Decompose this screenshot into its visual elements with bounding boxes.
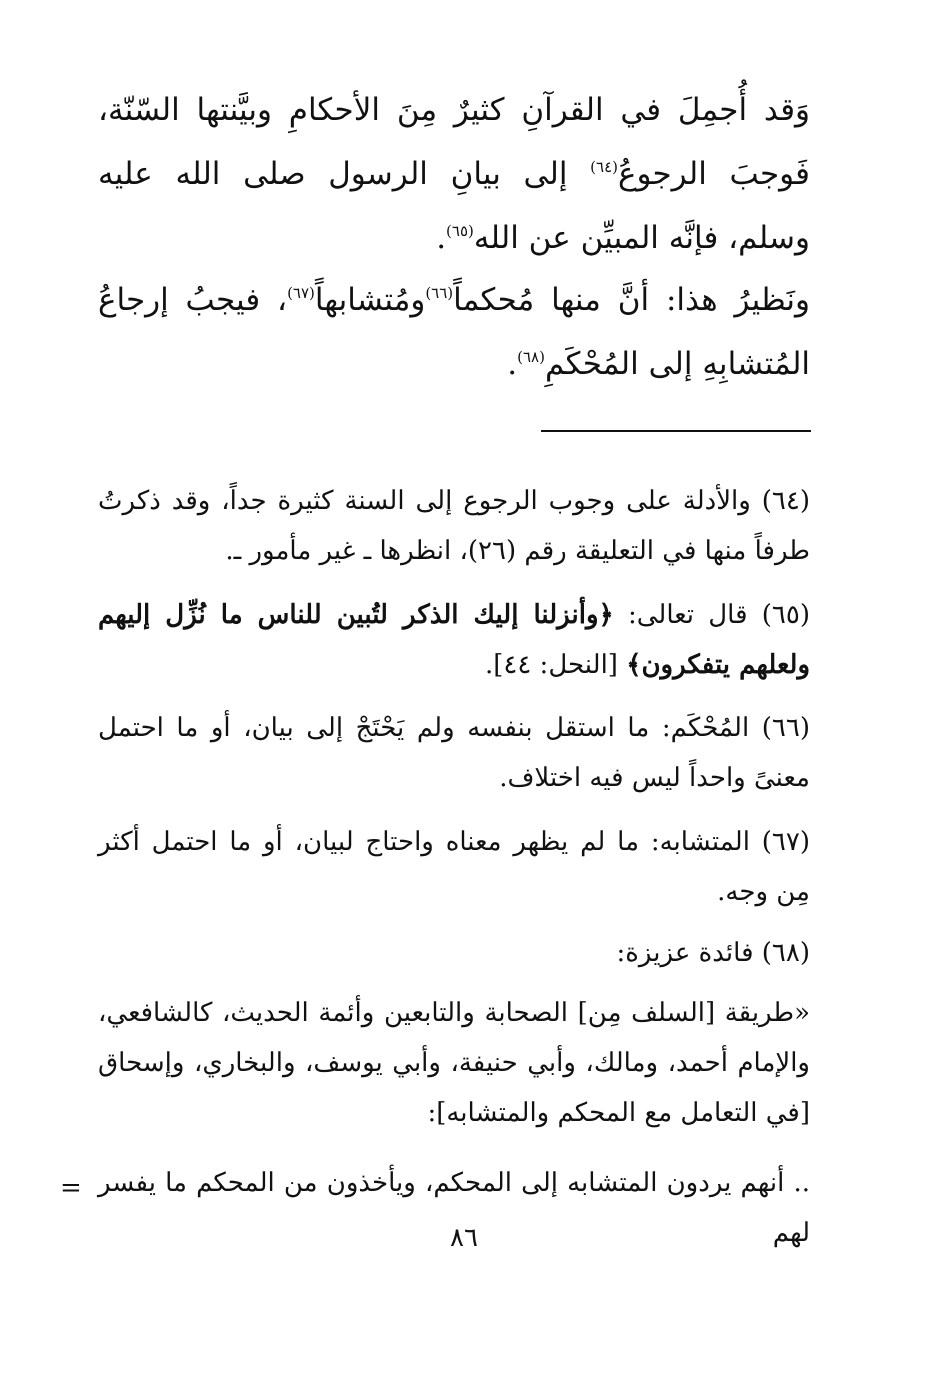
footnote-ref-66: (٦٦) — [425, 284, 454, 302]
footnote-66: (٦٦) المُحْكَم: ما استقل بنفسه ولم يَحْتَجْ إلى بيان، أو ما احتمل معنىً واحداً ليس فيه اختلاف. — [98, 713, 810, 793]
footnote-65 — [98, 590, 810, 690]
footnote-ref-67: (٦٧) — [287, 284, 315, 302]
paragraph-1-text-c: . — [436, 220, 447, 256]
footnote-ref-68: (٦٨) — [517, 348, 545, 366]
paragraph-2-text-c: ، فيجبُ إرجاعُ المُتشابِهِ إلى المُحْكَمِ — [98, 282, 810, 382]
footnote-ref-65: (٦٥) — [446, 222, 474, 240]
main-paragraph-2 — [98, 268, 810, 396]
paragraph-2-text-b: ومُتشابهاً — [314, 282, 426, 318]
paragraph-2-text-d: . — [507, 346, 518, 382]
paragraph-2-text-a: ونَظيرُ هذا: أنَّ منها مُحكماً — [453, 282, 810, 318]
continuation-mark: = — [60, 1173, 82, 1203]
footnote-68-quote: «طريقة [السلف مِن] الصحابة والتابعين وأئمة الحديث، كالشافعي، والإمام أحمد، ومالك، وأبي حنيفة، وأبي يوسف، والبخاري، وإسحاق [في التعامل مع المحكم والمتشابه]: — [98, 998, 810, 1128]
footnote-68-heading: (٦٨) فائدة عزيزة: — [616, 938, 810, 968]
footnote-ref-64: (٦٤) — [590, 158, 618, 176]
footnote-67: (٦٧) المتشابه: ما لم يظهر معناه واحتاج لبيان، أو ما احتمل أكثر مِن وجه. — [98, 827, 810, 907]
footnote-65-reference: [النحل: ٤٤]. — [484, 650, 627, 680]
paragraph-1-text-b: إلى بيانِ الرسول صلى الله عليه وسلم، فإنَّه المبيِّن عن الله — [98, 156, 810, 256]
footnote-65-prefix: (٦٥) قال تعالى: — [613, 600, 810, 630]
paragraph-1-text-a: وَقد أُجمِلَ في القرآنِ كثيرٌ مِنَ الأحكامِ وبيَّنتها السّنّة، فَوجبَ الرجوعُ — [98, 92, 810, 192]
footnote-separator-rule — [541, 430, 811, 432]
page-number: ٨٦ — [450, 1223, 478, 1253]
footnote-65-verse: ﴿وأنزلنا إليك الذكر لتُبين للناس ما نُزِّل إليهم ولعلهم يتفكرون﴾ — [98, 600, 810, 680]
footnote-68-last-line: .. أنهم يردون المتشابه إلى المحكم، ويأخذون من المحكم ما يفسر لهم — [98, 1168, 810, 1248]
footnote-64: (٦٤) والأدلة على وجوب الرجوع إلى السنة كثيرة جداً، وقد ذكرتُ طرفاً منها في التعليقة رقم (٢٦)، انظرها ـ غير مأمور ـ. — [98, 486, 810, 566]
main-paragraph-1 — [98, 78, 810, 270]
